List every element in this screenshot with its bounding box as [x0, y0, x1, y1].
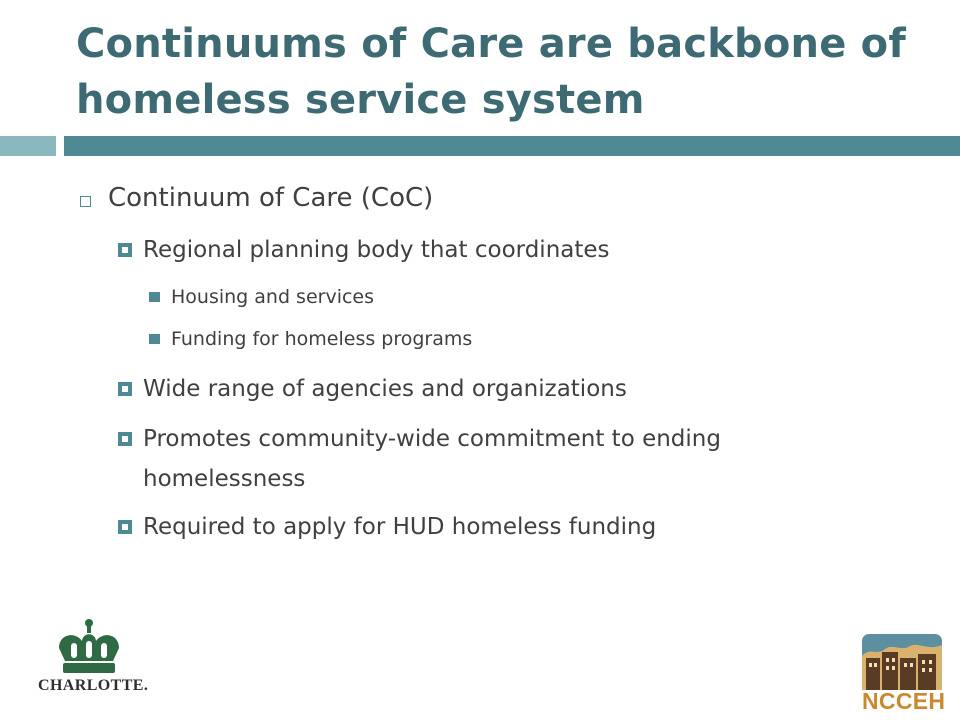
slide-title-line-1: Continuums of Care are backbone of — [76, 21, 906, 67]
charlotte-wordmark: CHARLOTTE. — [38, 677, 149, 694]
bullet-regional-planning: Regional planning body that coordinates — [143, 237, 610, 263]
bullet-housing-services: Housing and services — [171, 286, 375, 308]
square-bullet-icon — [118, 382, 132, 396]
ncceh-wordmark: NCCEH — [862, 688, 946, 714]
filled-square-bullet-icon — [149, 292, 160, 302]
square-bullet-icon — [118, 520, 132, 534]
square-bullet-icon — [118, 432, 132, 446]
square-bullet-icon — [118, 243, 132, 257]
title-divider-left — [0, 136, 56, 156]
bullet-funding-programs: Funding for homeless programs — [171, 328, 473, 350]
crown-icon — [54, 618, 124, 676]
filled-square-bullet-icon — [149, 334, 160, 344]
bullet-continuum-of-care: Continuum of Care (CoC) — [108, 183, 434, 213]
building-skyline-icon — [862, 634, 942, 690]
hollow-square-bullet-icon — [80, 196, 91, 207]
slide-title — [76, 16, 936, 128]
slide-title-line-2: homeless service system — [76, 77, 645, 123]
bullet-required-hud: Required to apply for HUD homeless funding — [143, 514, 657, 540]
ncceh-logo — [862, 634, 946, 714]
bullet-promotes-commitment-line-1: Promotes community-wide commitment to ending — [143, 426, 721, 452]
bullet-promotes-commitment-line-2: homelessness — [143, 466, 306, 492]
charlotte-logo — [34, 618, 152, 700]
bullet-wide-range: Wide range of agencies and organizations — [143, 376, 627, 402]
title-divider-right — [64, 136, 960, 156]
